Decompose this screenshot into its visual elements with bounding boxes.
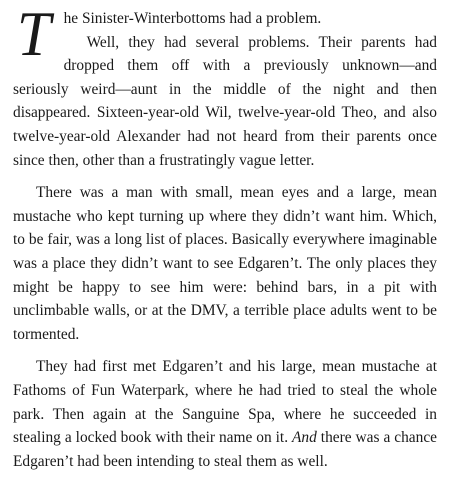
- paragraph-2: There was a man with small, mean eyes and a large, mean mustache who kept turning up where they didn’t want him. Which, to be fair, was a long list of places. Basically everywhere imaginable was a place they didn’t want to see Edgaren’t. The only places they might be happy to see him were: behind bars, in a pit with unclimbable walls, or at the DMV, a terrible place adults went to be tormented.: [13, 184, 437, 343]
- paragraph-3-text-a: They had first met Edgaren’t and his large, mean mustache at Fathoms of Fun Waterpark, where he had tried to steal the whole park. Then again at the Sanguine Spa, where he succeeded in stealing a locked book with their name on it.: [13, 358, 437, 447]
- book-page: [13, 0, 437, 482]
- paragraph-1-opening-line: he Sinister-Winterbottoms had a problem.: [63, 10, 322, 27]
- paragraph-3-emphasis: And: [292, 429, 317, 447]
- drop-cap: T: [16, 0, 51, 69]
- paragraph-3-text-b: there was a chance Edgaren’t had been intending to steal them as well.: [13, 429, 437, 470]
- paragraph-1: [13, 0, 437, 172]
- paragraph-1-text: Well, they had several problems. Their parents had dropped them off with a previously unknown—and seriously weird—aunt in the middle of the night and then disappeared. Sixteen-year-old Wil, twelve-year-old Theo, and also twelve-year-old Alexander had not heard from their parents once since then, other than a frustratingly vague letter.: [13, 33, 437, 169]
- paragraph-3: [13, 355, 437, 473]
